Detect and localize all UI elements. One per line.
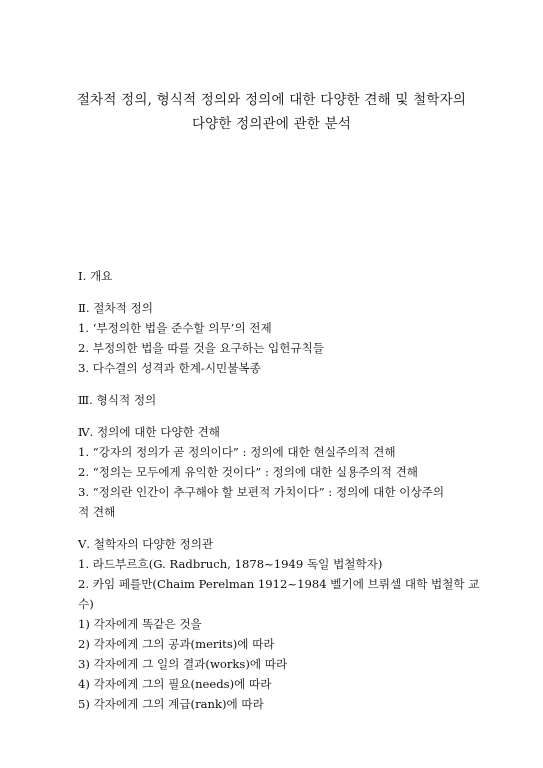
section-heading-2: Ⅱ. 절차적 정의 [78, 301, 153, 315]
list-item: 2) 각자에게 그의 공과(merits)에 따라 [78, 637, 275, 651]
list-item: 수) [78, 597, 94, 611]
list-item: 적 견해 [78, 505, 116, 519]
list-item: 2. 카임 페를만(Chaim Perelman 1912~1984 벨기에 브뤼셀 대학 법철학 교 [78, 577, 480, 591]
list-item: 2. “정의는 모두에게 유익한 것이다” : 정의에 대한 실용주의적 견해 [78, 465, 418, 479]
list-item: 2. 부정의한 법을 따를 것을 요구하는 입헌규칙들 [78, 341, 324, 355]
list-item: 1. ‘부정의한 법을 준수할 의무’의 전제 [78, 321, 272, 335]
document-title [0, 88, 543, 136]
section-heading-3: Ⅲ. 형식적 정의 [78, 393, 157, 407]
list-item: 5) 각자에게 그의 계급(rank)에 따라 [78, 697, 264, 711]
list-item: 1. 라드부르흐(G. Radbruch, 1878~1949 독일 법철학자) [78, 557, 383, 571]
list-item: 1) 각자에게 똑같은 것을 [78, 617, 202, 631]
list-item: 3. 다수결의 성격과 한계-시민불복종 [78, 361, 261, 375]
section-heading-4: Ⅳ. 정의에 대한 다양한 견해 [78, 425, 221, 439]
list-item: 3) 각자에게 그 일의 결과(works)에 따라 [78, 657, 288, 671]
section-heading-5: Ⅴ. 철학자의 다양한 정의관 [78, 537, 214, 551]
title-line-2: 다양한 정의관에 관한 분석 [191, 116, 352, 132]
table-of-contents [78, 266, 478, 714]
section-heading-1: Ⅰ. 개요 [78, 269, 113, 283]
list-item: 1. “강자의 정의가 곧 정의이다” : 정의에 대한 현실주의적 견해 [78, 445, 396, 459]
title-line-1: 절차적 정의, 형식적 정의와 정의에 대한 다양한 견해 및 철학자의 [76, 92, 467, 108]
list-item: 4) 각자에게 그의 필요(needs)에 따라 [78, 677, 272, 691]
list-item: 3. “정의란 인간이 추구해야 할 보편적 가치이다” : 정의에 대한 이상주의 [78, 485, 445, 499]
